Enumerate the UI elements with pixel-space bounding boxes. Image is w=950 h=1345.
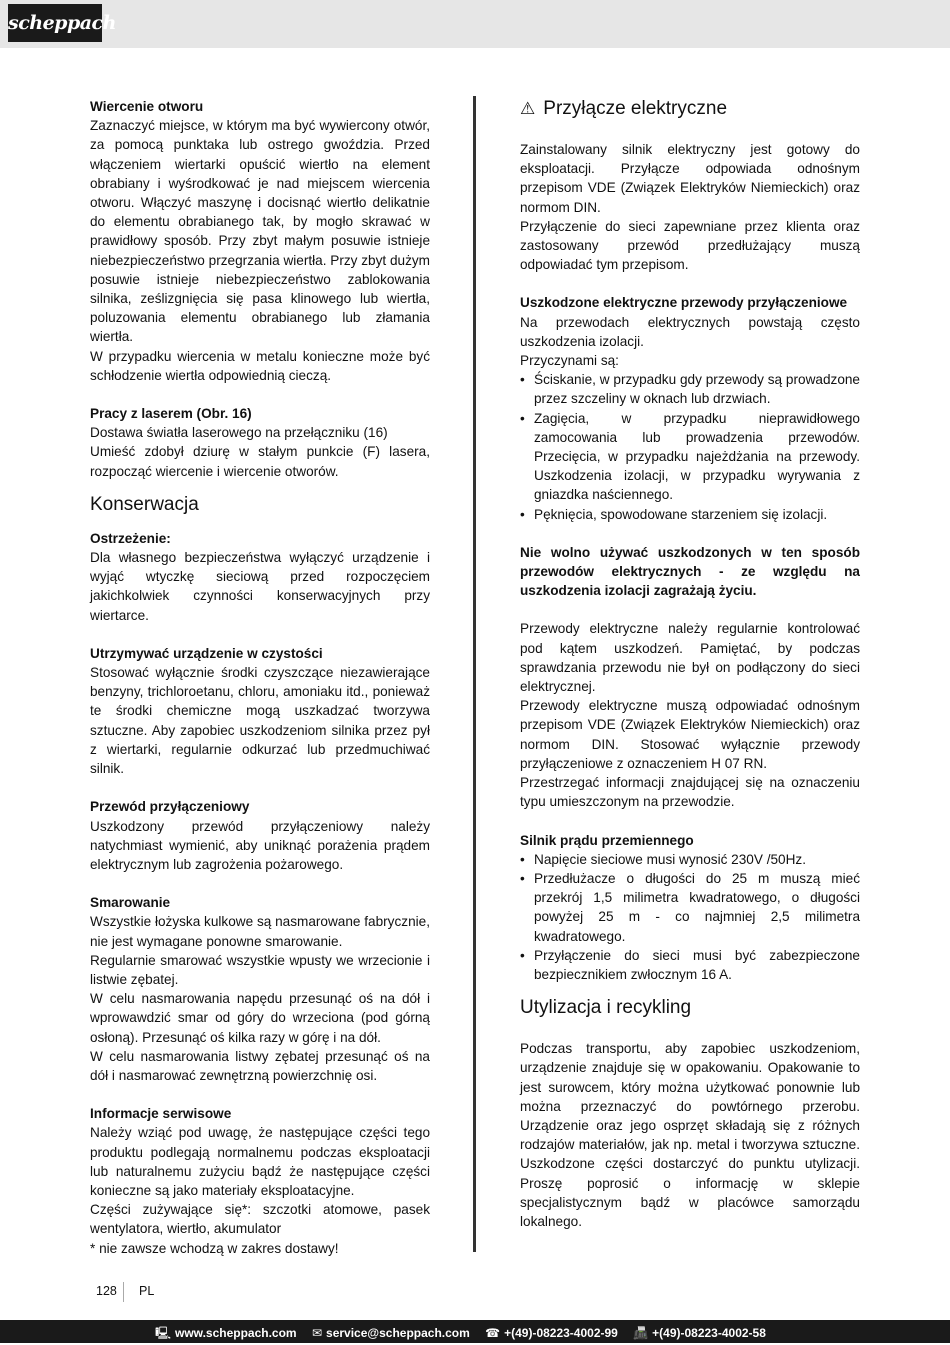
electric-text-1: Zainstalowany silnik elektryczny jest gotowy do eksploatacji. Przyłącze odpowiada odnośnym przepisom VDE (Związek Elektryków Niemieckich) oraz normom DIN. — [520, 142, 860, 215]
list-item: • Zagięcia, w przypadku nieprawidłowego zamocowania lub prowadzenia przewodów. Przecięcia, w przypadku najeżdżania na przewody. Uszkodzenia izolacji, w przypadku wyrywania z gniazdka naściennego. — [520, 409, 860, 505]
footer-phone — [485, 1326, 618, 1340]
ac-motor-title: Silnik prądu przemiennego — [520, 832, 694, 848]
drilling-title: Wiercenie otworu — [90, 99, 204, 114]
damaged-text-4: Przewody elektryczne muszą odpowiadać odnośnym przepisom VDE (Związek Elektryków Niemieckich) oraz normom DIN. Stosować wyłącznie przewody przyłączeniowe z oznaczeniem H 07 RN. — [520, 698, 860, 771]
damaged-title: Uszkodzone elektryczne przewody przyłączeniowe — [520, 295, 848, 311]
footer-fax — [633, 1326, 766, 1340]
list-item: • Napięcie sieciowe musi wynosić 230V /50Hz. — [520, 850, 860, 869]
damaged-text-1: Na przewodach elektrycznych powstają często uszkodzenia izolacji. — [520, 314, 860, 349]
service-title: Informacje serwisowe — [90, 1106, 232, 1122]
damaged-text-2: Przyczynami są: — [520, 353, 619, 369]
footer-mail[interactable] — [312, 1326, 470, 1340]
warning-text: Dla własnego bezpieczeństwa wyłączyć urządzenie i wyjąć wtyczkę sieciową przed rozpoczęciem jakichkolwiek czynności konserwacyjnych przy wiertarce. — [90, 550, 430, 623]
left-column — [90, 97, 430, 1258]
electric-text-2: Przyłączenie do sieci zapewniane przez klienta oraz zastosowany przewód przedłużający muszą odpowiadać tym przepisom. — [520, 218, 860, 273]
warning-triangle-icon: ⚠ — [520, 99, 536, 118]
monitor-icon: 🖳 — [155, 1326, 172, 1340]
scheppach-logo: scheppach — [8, 4, 102, 42]
footer-mail-text: service@scheppach.com — [326, 1326, 470, 1340]
lube-text-2: Regularnie smarować wszystkie wpusty we wrzecionie i listwie zębatej. — [90, 952, 430, 987]
language-code: PL — [139, 1284, 155, 1298]
disposal-title: Utylizacja i recykling — [520, 997, 692, 1019]
header-bar — [0, 0, 950, 48]
clean-title: Utrzymywać urządzenie w czystości — [90, 645, 323, 661]
service-text-3: * nie zawsze wchodzą w zakres dostawy! — [90, 1240, 339, 1256]
drilling-text-2: W przypadku wiercenia w metalu konieczne może być schłodzenie wiertła odpowiednią cieczą. — [90, 348, 430, 383]
list-item: • Ściskanie, w przypadku gdy przewody są prowadzone przez szczeliny w oknach lub drzwiach. — [520, 370, 860, 408]
service-text-1: Należy wziąć pod uwagę, że następujące części tego produktu podlegają normalnemu podczas eksploatacji lub naturalnemu zużyciu bądź że następujące części konieczne są jako materiały eksploatacyjne. — [90, 1125, 430, 1198]
laser-line-1: Dostawa światła laserowego na przełączniku (16) — [90, 425, 388, 441]
list-item: • Przedłużacze o długości do 25 m muszą mieć przekrój 1,5 milimetra kwadratowego, o długości powyżej 25 m - co najmniej 2,5 milimetra kwadratowego. — [520, 869, 860, 946]
lube-text-4: W celu nasmarowania listwy zębatej przesunąć oś na dół i nasmarować zewnętrzną powierzchnię osi. — [90, 1048, 430, 1083]
warning-title: Ostrzeżenie: — [90, 530, 171, 546]
page-number: 128 — [96, 1284, 117, 1298]
list-item: • Pęknięcia, spowodowane starzeniem się izolacji. — [520, 505, 860, 524]
lube-title: Smarowanie — [90, 895, 171, 911]
column-divider — [473, 96, 476, 1252]
footer-phone-text: +(49)-08223-4002-99 — [504, 1326, 618, 1340]
drilling-text: Zaznaczyć miejsce, w którym ma być wywiercony otwór, za pomocą punktaka lub ostrego gwoździa. Przed włączeniem wiertarki opuścić wiertło na element obrabiany i wyśrodkować je nad miejscem wiercenia otworu. Włączyć maszynę i docisnąć wiertło delikatnie do elementu obrabianego tak, by mogło skrawać w prawidłowy sposób. Przy zbyt małym posuwie istnieje niebezpieczeństwo przegrzania wiertła. Przy zbyt dużym posuwie istnieje niebezpieczeństwo zablokowania silnika, ześlizgnięcia się pasa klinowego lub wiertła, poluzowania elementu obrabianego lub złamania wiertła. — [90, 118, 430, 345]
page-separator — [123, 1282, 124, 1302]
laser-line-2: Umieść zdobył dziurę w stałym punkcie (F) lasera, rozpocząć wiercenie i wiercenie otworów. — [90, 444, 430, 479]
footer-web[interactable] — [155, 1324, 297, 1345]
ac-motor-list — [520, 850, 860, 984]
electric-title — [520, 97, 860, 121]
fax-icon: 📠 — [633, 1326, 649, 1340]
cable-title: Przewód przyłączeniowy — [90, 799, 250, 815]
lube-text-1: Wszystkie łożyska kulkowe są nasmarowane fabrycznie, nie jest wymagane ponowne smarowanie. — [90, 914, 430, 949]
disposal-text: Podczas transportu, aby zapobiec uszkodzeniom, urządzenie znajduje się w opakowaniu. Opakowanie to jest surowcem, który można użytkować ponownie lub można przeznaczyć do powtórnego przerobu. Urządzenie oraz jego osprzęt składają się z różnych rodzajów materiałów, jak np. metal i tworzywa sztuczne. Uszkodzone części dostarczyć do punktu utylizacji. Proszę poprosić o informację w sklepie specjalistycznym bądź w placówce samorządu lokalnego. — [520, 1041, 860, 1229]
footer-web-text: www.scheppach.com — [175, 1326, 297, 1340]
right-column — [520, 97, 860, 1231]
list-item: • Przyłączenie do sieci musi być zabezpieczone bezpiecznikiem zwłocznym 16 A. — [520, 946, 860, 984]
mail-icon: ✉ — [311, 1326, 323, 1340]
footer-bar — [0, 1320, 950, 1343]
damaged-causes-list — [520, 370, 860, 524]
damaged-text-5: Przestrzegać informacji znajdującej się na oznaczeniu typu umieszczonym na przewodzie. — [520, 775, 860, 810]
clean-text: Stosować wyłącznie środki czyszczące niezawierające benzyny, trichloroetanu, chloru, amoniaku itd., ponieważ te środki chemiczne mogą uszkadzać tworzywa sztuczne. Aby zapobiec uszkodzeniom silnika przez pył z wiertarki, regularnie odkurzać lub przedmuchiwać silnik. — [90, 665, 430, 777]
damaged-text-3: Przewody elektryczne należy regularnie kontrolować pod kątem uszkodzeń. Pamiętać, by podczas sprawdzania przewodu nie był on podłączony do sieci elektrycznej. — [520, 621, 860, 695]
maintenance-title: Konserwacja — [90, 493, 199, 515]
electric-title-text: Przyłącze elektryczne — [543, 98, 728, 119]
cable-text: Uszkodzony przewód przyłączeniowy należy natychmiast wymienić, aby uniknąć porażenia prądem elektrycznym lub zagrożenia pożarowego. — [90, 818, 430, 872]
damaged-warning: Nie wolno używać uszkodzonych w ten sposób przewodów elektrycznych - ze względu na uszkodzenia izolacji zagrażają życiu. — [520, 544, 860, 599]
lube-text-3: W celu nasmarowania napędu przesunąć oś na dół i wprowawdzić smar od góry do wrzeciona (pod górną osłoną). Przesunąć oś kilka razy w górę i na dół. — [90, 991, 430, 1045]
service-text-2: Części zużywające się*: szczotki atomowe, pasek wentylatora, wiertło, akumulator — [90, 1202, 430, 1237]
footer-fax-text: +(49)-08223-4002-58 — [652, 1326, 766, 1340]
laser-title: Pracy z laserem (Obr. 16) — [90, 406, 252, 422]
phone-icon: ☎ — [485, 1326, 501, 1340]
